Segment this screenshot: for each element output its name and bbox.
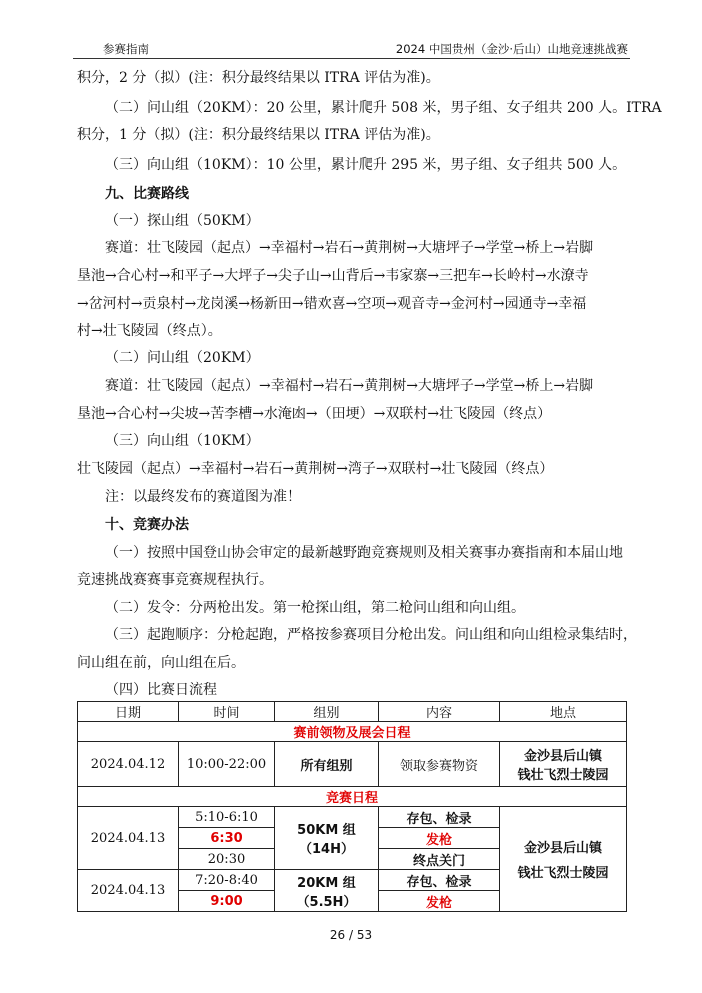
- cell-content: 发枪: [379, 891, 500, 912]
- header-right: 2024 中国贵州（金沙·后山）山地竞速挑战赛: [395, 42, 628, 56]
- cell-content: 存包、检录: [379, 807, 500, 828]
- place-line: 钱壮飞烈士陵园: [517, 768, 609, 783]
- place-line: 金沙县后山镇: [523, 749, 602, 764]
- cell-place: [500, 742, 627, 787]
- table-header-row: [78, 702, 627, 722]
- table-row: [78, 807, 627, 828]
- group-line: （14H）: [299, 842, 354, 857]
- cell-date: 2024.04.13: [78, 807, 179, 870]
- paragraph: 壮飞陵园（起点）→幸福村→岩石→黄荆树→湾子→双联村→壮飞陵园（终点）: [77, 461, 554, 477]
- place-line: 金沙县后山镇: [523, 841, 602, 856]
- paragraph: 注：以最终发布的赛道图为准！: [105, 489, 301, 505]
- paragraph: 积分，1 分（拟）(注：积分最终结果以 ITRA 评估为准)。: [77, 127, 440, 143]
- cell-time: 6:30: [179, 828, 275, 849]
- col-header: 内容: [379, 702, 500, 722]
- paragraph: 垦池→合心村→和平子→大坪子→尖子山→山背后→韦家寨→三把车→长岭村→水潦寺: [77, 268, 589, 284]
- col-header: 时间: [179, 702, 275, 722]
- cell-time: 10:00-22:00: [179, 742, 275, 787]
- paragraph: （三）向山组（10KM）: [105, 433, 260, 449]
- place-line: 钱壮飞烈士陵园: [517, 866, 609, 881]
- paragraph: 赛道：壮飞陵园（起点）→幸福村→岩石→黄荆树→大塘坪子→学堂→桥上→岩脚: [105, 240, 594, 256]
- section-row: [78, 787, 627, 807]
- group-line: 50KM 组: [297, 823, 356, 838]
- paragraph: （二）发令：分两枪出发。第一枪探山组，第二枪问山组和向山组。: [105, 600, 525, 616]
- cell-date: 2024.04.13: [78, 870, 179, 912]
- cell-place: [500, 807, 627, 912]
- paragraph: （一）探山组（50KM）: [105, 213, 260, 229]
- section-heading: 十、竞赛办法: [105, 517, 189, 533]
- paragraph: （二）问山组（20KM）：20 公里，累计爬升 508 米，男子组、女子组共 200 人。ITRA: [105, 100, 662, 116]
- cell-group: [275, 807, 379, 870]
- group-line: （5.5H）: [296, 894, 357, 910]
- cell-content: 终点关门: [379, 849, 500, 870]
- cell-content: 领取参赛物资: [379, 742, 500, 787]
- paragraph: （三）向山组（10KM）：10 公里，累计爬升 295 米，男子组、女子组共 500 人。: [105, 157, 627, 173]
- section-label: 赛前领物及展会日程: [78, 722, 627, 742]
- paragraph: 竞速挑战赛赛事竞赛规程执行。: [77, 572, 273, 588]
- paragraph: 积分，2 分（拟）(注：积分最终结果以 ITRA 评估为准)。: [77, 70, 440, 86]
- page-header: [73, 38, 630, 58]
- paragraph: 赛道：壮飞陵园（起点）→幸福村→岩石→黄荆树→大塘坪子→学堂→桥上→岩脚: [105, 378, 594, 394]
- section-row: [78, 722, 627, 742]
- group-line: 20KM 组: [297, 875, 356, 891]
- page-number: 26 / 53: [329, 928, 373, 942]
- paragraph: →岔河村→贡泉村→龙岗溪→杨新田→错欢喜→空项→观音寺→金河村→园通寺→幸福: [77, 296, 587, 312]
- paragraph: 村→壮飞陵园（终点）。: [77, 323, 222, 339]
- section-heading: 九、比赛路线: [105, 186, 189, 202]
- cell-time: 5:10-6:10: [179, 807, 275, 828]
- cell-date: 2024.04.12: [78, 742, 179, 787]
- col-header: 日期: [78, 702, 179, 722]
- paragraph: （四）比赛日流程: [105, 682, 217, 698]
- paragraph: 问山组在前，向山组在后。: [77, 655, 245, 671]
- cell-content: 发枪: [379, 828, 500, 849]
- paragraph: （二）问山组（20KM）: [105, 350, 260, 366]
- header-left: 参赛指南: [103, 42, 149, 56]
- schedule-table: [77, 701, 627, 912]
- cell-time: 7:20-8:40: [179, 870, 275, 891]
- col-header: 组别: [275, 702, 379, 722]
- table-row: [78, 742, 627, 787]
- section-label: 竞赛日程: [78, 787, 627, 807]
- col-header: 地点: [500, 702, 627, 722]
- paragraph: 垦池→合心村→尖坡→苦李槽→水淹凼→（田埂）→双联村→壮飞陵园（终点）: [77, 406, 552, 422]
- paragraph: （一）按照中国登山协会审定的最新越野跑竞赛规则及相关赛事办赛指南和本届山地: [105, 545, 623, 561]
- cell-group: 所有组别: [275, 742, 379, 787]
- cell-content: 存包、检录: [379, 870, 500, 891]
- cell-group: [275, 870, 379, 912]
- paragraph: （三）起跑顺序：分枪起跑，严格按参赛项目分枪出发。问山组和向山组检录集结时，: [105, 627, 637, 643]
- cell-time: 20:30: [179, 849, 275, 870]
- header-rule: [73, 58, 630, 59]
- cell-time: 9:00: [179, 891, 275, 912]
